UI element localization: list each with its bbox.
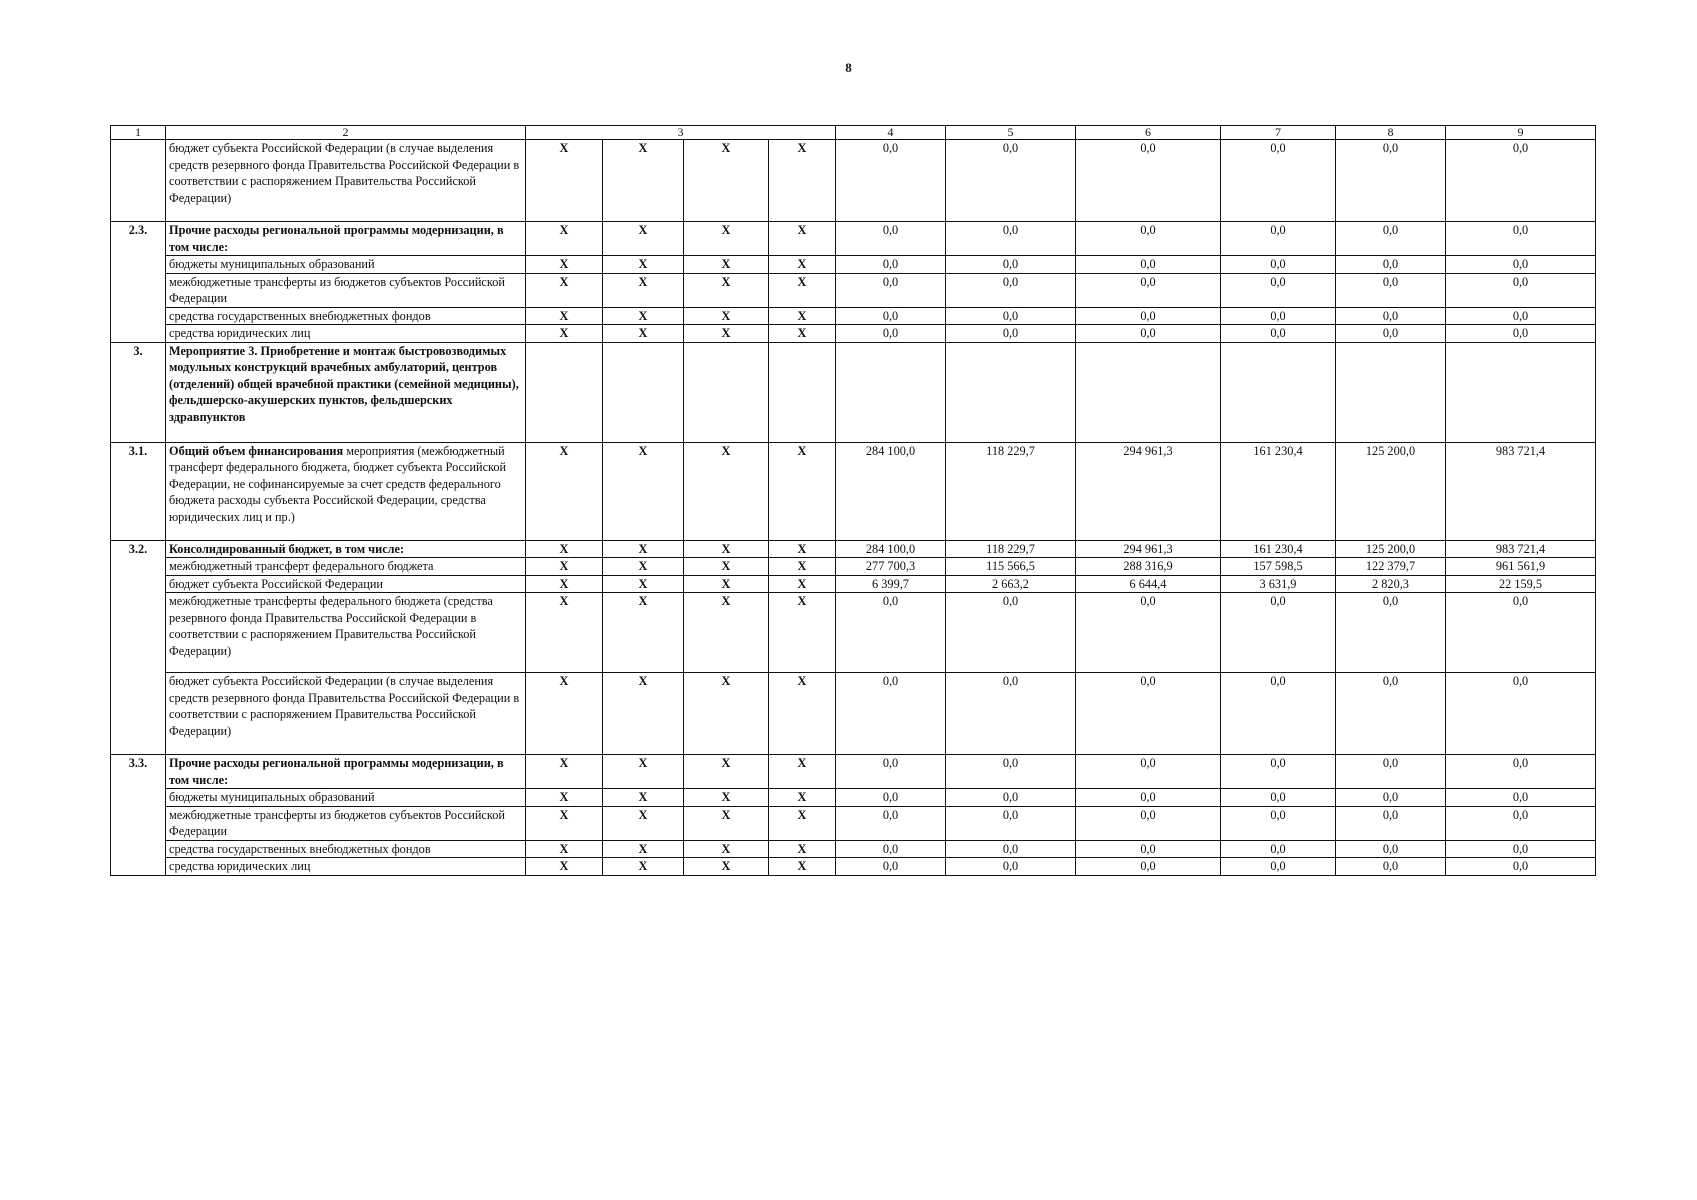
header-col-6: 6	[1076, 126, 1221, 140]
row-label	[166, 325, 526, 343]
x-mark-cell: X	[526, 442, 603, 540]
value-cell-4: 0,0	[836, 222, 946, 256]
x-mark-cell: X	[769, 593, 836, 673]
value-cell-4: 0,0	[836, 325, 946, 343]
value-cell-9: 0,0	[1446, 256, 1596, 274]
empty-cell	[836, 342, 946, 442]
empty-cell	[1076, 342, 1221, 442]
value-cell-8: 0,0	[1336, 673, 1446, 755]
x-mark-cell: X	[769, 673, 836, 755]
value-cell-7: 0,0	[1221, 806, 1336, 840]
value-cell-5: 0,0	[946, 789, 1076, 807]
empty-cell	[1446, 342, 1596, 442]
value-cell-9: 0,0	[1446, 307, 1596, 325]
value-cell-6: 0,0	[1076, 673, 1221, 755]
header-col-2: 2	[166, 126, 526, 140]
table-row	[111, 858, 1596, 876]
x-mark-cell: X	[769, 140, 836, 222]
empty-cell	[684, 342, 769, 442]
empty-cell	[1336, 342, 1446, 442]
x-mark-cell: X	[769, 858, 836, 876]
table-row	[111, 342, 1596, 442]
value-cell-6: 0,0	[1076, 593, 1221, 673]
x-mark-cell: X	[526, 140, 603, 222]
row-label	[166, 575, 526, 593]
row-label-text: средства государственных внебюджетных фондов	[169, 308, 431, 323]
x-mark-cell: X	[769, 307, 836, 325]
x-mark-cell: X	[684, 273, 769, 307]
value-cell-6: 0,0	[1076, 307, 1221, 325]
row-label-text: межбюджетные трансферты из бюджетов субъектов Российской Федерации	[169, 274, 505, 305]
value-cell-4: 0,0	[836, 256, 946, 274]
row-label	[166, 307, 526, 325]
x-mark-cell: X	[684, 222, 769, 256]
table-body	[111, 126, 1596, 876]
x-mark-cell: X	[526, 540, 603, 558]
value-cell-4: 284 100,0	[836, 442, 946, 540]
value-cell-6: 0,0	[1076, 840, 1221, 858]
value-cell-7: 0,0	[1221, 273, 1336, 307]
x-mark-cell: X	[526, 593, 603, 673]
x-mark-cell: X	[526, 307, 603, 325]
value-cell-9: 0,0	[1446, 789, 1596, 807]
x-mark-cell: X	[769, 256, 836, 274]
header-col-8: 8	[1336, 126, 1446, 140]
row-number: 2.3.	[111, 222, 166, 343]
x-mark-cell: X	[603, 442, 684, 540]
x-mark-cell: X	[603, 806, 684, 840]
financing-table	[110, 125, 1596, 876]
x-mark-cell: X	[526, 256, 603, 274]
value-cell-5: 0,0	[946, 256, 1076, 274]
row-label	[166, 858, 526, 876]
x-mark-cell: X	[769, 325, 836, 343]
x-mark-cell: X	[603, 858, 684, 876]
x-mark-cell: X	[684, 325, 769, 343]
row-label-bold: Общий объем финансирования	[169, 443, 344, 458]
x-mark-cell: X	[684, 256, 769, 274]
x-mark-cell: X	[684, 840, 769, 858]
value-cell-9: 983 721,4	[1446, 442, 1596, 540]
table-row	[111, 140, 1596, 222]
table-row	[111, 273, 1596, 307]
value-cell-7: 0,0	[1221, 140, 1336, 222]
x-mark-cell: X	[769, 755, 836, 789]
empty-cell	[603, 342, 684, 442]
row-label	[166, 806, 526, 840]
value-cell-5: 2 663,2	[946, 575, 1076, 593]
value-cell-8: 2 820,3	[1336, 575, 1446, 593]
table-row	[111, 593, 1596, 673]
x-mark-cell: X	[603, 273, 684, 307]
row-label-text: бюджеты муниципальных образований	[169, 790, 375, 804]
value-cell-8: 0,0	[1336, 256, 1446, 274]
row-label-text: межбюджетные трансферты из бюджетов субъектов Российской Федерации	[169, 807, 505, 838]
x-mark-cell: X	[603, 540, 684, 558]
value-cell-8: 0,0	[1336, 140, 1446, 222]
value-cell-5: 0,0	[946, 325, 1076, 343]
value-cell-8: 0,0	[1336, 222, 1446, 256]
value-cell-5: 0,0	[946, 307, 1076, 325]
row-label-text: средства юридических лиц	[169, 859, 311, 873]
header-col-7: 7	[1221, 126, 1336, 140]
x-mark-cell: X	[603, 256, 684, 274]
value-cell-9: 0,0	[1446, 325, 1596, 343]
value-cell-4: 0,0	[836, 789, 946, 807]
row-label	[166, 558, 526, 576]
x-mark-cell: X	[526, 325, 603, 343]
row-label-text: бюджет субъекта Российской Федерации	[169, 576, 383, 591]
value-cell-6: 0,0	[1076, 806, 1221, 840]
value-cell-7: 161 230,4	[1221, 442, 1336, 540]
value-cell-4: 0,0	[836, 307, 946, 325]
x-mark-cell: X	[526, 273, 603, 307]
row-label	[166, 673, 526, 755]
header-row	[111, 126, 1596, 140]
value-cell-8: 0,0	[1336, 273, 1446, 307]
value-cell-9: 0,0	[1446, 858, 1596, 876]
x-mark-cell: X	[684, 806, 769, 840]
value-cell-5: 118 229,7	[946, 442, 1076, 540]
value-cell-6: 0,0	[1076, 858, 1221, 876]
x-mark-cell: X	[526, 558, 603, 576]
header-col-3: 3	[526, 126, 836, 140]
x-mark-cell: X	[603, 307, 684, 325]
x-mark-cell: X	[684, 789, 769, 807]
value-cell-7: 157 598,5	[1221, 558, 1336, 576]
value-cell-4: 6 399,7	[836, 575, 946, 593]
value-cell-6: 0,0	[1076, 222, 1221, 256]
value-cell-5: 0,0	[946, 140, 1076, 222]
value-cell-6: 0,0	[1076, 256, 1221, 274]
value-cell-8: 125 200,0	[1336, 540, 1446, 558]
value-cell-9: 0,0	[1446, 806, 1596, 840]
table-row	[111, 840, 1596, 858]
x-mark-cell: X	[603, 593, 684, 673]
value-cell-7: 0,0	[1221, 673, 1336, 755]
value-cell-5: 0,0	[946, 593, 1076, 673]
value-cell-6: 0,0	[1076, 789, 1221, 807]
value-cell-6: 6 644,4	[1076, 575, 1221, 593]
x-mark-cell: X	[684, 307, 769, 325]
value-cell-6: 0,0	[1076, 273, 1221, 307]
table-row	[111, 789, 1596, 807]
value-cell-8: 0,0	[1336, 858, 1446, 876]
row-label	[166, 593, 526, 673]
row-number: 3.	[111, 342, 166, 442]
value-cell-8: 0,0	[1336, 593, 1446, 673]
value-cell-9: 0,0	[1446, 673, 1596, 755]
x-mark-cell: X	[603, 140, 684, 222]
x-mark-cell: X	[603, 673, 684, 755]
row-label-text: Прочие расходы региональной программы модернизации, в том числе:	[169, 223, 504, 254]
value-cell-6: 0,0	[1076, 325, 1221, 343]
value-cell-9: 983 721,4	[1446, 540, 1596, 558]
value-cell-7: 0,0	[1221, 858, 1336, 876]
value-cell-7: 0,0	[1221, 593, 1336, 673]
value-cell-7: 0,0	[1221, 755, 1336, 789]
row-label	[166, 222, 526, 256]
x-mark-cell: X	[684, 755, 769, 789]
x-mark-cell: X	[769, 273, 836, 307]
value-cell-6: 0,0	[1076, 140, 1221, 222]
value-cell-5: 0,0	[946, 806, 1076, 840]
value-cell-6: 288 316,9	[1076, 558, 1221, 576]
value-cell-5: 0,0	[946, 840, 1076, 858]
value-cell-9: 0,0	[1446, 273, 1596, 307]
value-cell-7: 3 631,9	[1221, 575, 1336, 593]
value-cell-5: 115 566,5	[946, 558, 1076, 576]
value-cell-6: 294 961,3	[1076, 540, 1221, 558]
row-label-text: бюджеты муниципальных образований	[169, 257, 375, 271]
x-mark-cell: X	[684, 575, 769, 593]
x-mark-cell: X	[526, 789, 603, 807]
value-cell-4: 0,0	[836, 755, 946, 789]
row-label	[166, 140, 526, 222]
value-cell-7: 0,0	[1221, 325, 1336, 343]
value-cell-5: 0,0	[946, 755, 1076, 789]
x-mark-cell: X	[603, 840, 684, 858]
row-label-text: Мероприятие 3. Приобретение и монтаж быстровозводимых модульных конструкций врачебных амбулаторий, центров (отделений) общей врачебной практики (семейной медицины), фельдшерско-акушерских пунктов, фельдшерских здравпунктов	[169, 343, 519, 424]
row-label-text: мероприятия (межбюджетный трансферт федерального бюджета, бюджет субъекта Российской Федерации, не софинансируемые за счет средств федерального бюджета расходы субъекта Российской Федерации, средства юридических лиц и пр.)	[169, 443, 507, 524]
value-cell-9: 0,0	[1446, 222, 1596, 256]
value-cell-6: 294 961,3	[1076, 442, 1221, 540]
x-mark-cell: X	[603, 789, 684, 807]
value-cell-9: 0,0	[1446, 140, 1596, 222]
value-cell-7: 0,0	[1221, 222, 1336, 256]
table-row	[111, 307, 1596, 325]
x-mark-cell: X	[526, 806, 603, 840]
value-cell-9: 0,0	[1446, 840, 1596, 858]
row-label-text: средства юридических лиц	[169, 326, 311, 340]
value-cell-8: 125 200,0	[1336, 442, 1446, 540]
value-cell-5: 0,0	[946, 673, 1076, 755]
table-row	[111, 575, 1596, 593]
row-label	[166, 442, 526, 540]
row-label-text: Консолидированный бюджет, в том числе:	[169, 541, 405, 556]
value-cell-7: 0,0	[1221, 256, 1336, 274]
x-mark-cell: X	[684, 673, 769, 755]
value-cell-9: 0,0	[1446, 593, 1596, 673]
row-number: 3.1.	[111, 442, 166, 540]
x-mark-cell: X	[603, 222, 684, 256]
row-label	[166, 256, 526, 274]
x-mark-cell: X	[769, 222, 836, 256]
value-cell-7: 0,0	[1221, 789, 1336, 807]
x-mark-cell: X	[526, 755, 603, 789]
x-mark-cell: X	[769, 806, 836, 840]
value-cell-8: 0,0	[1336, 789, 1446, 807]
value-cell-4: 277 700,3	[836, 558, 946, 576]
value-cell-9: 961 561,9	[1446, 558, 1596, 576]
table-row	[111, 222, 1596, 256]
x-mark-cell: X	[526, 222, 603, 256]
row-label	[166, 840, 526, 858]
x-mark-cell: X	[684, 540, 769, 558]
header-col-9: 9	[1446, 126, 1596, 140]
value-cell-4: 0,0	[836, 140, 946, 222]
x-mark-cell: X	[769, 540, 836, 558]
value-cell-7: 0,0	[1221, 307, 1336, 325]
value-cell-9: 0,0	[1446, 755, 1596, 789]
row-label	[166, 342, 526, 442]
row-label	[166, 755, 526, 789]
x-mark-cell: X	[769, 442, 836, 540]
row-label	[166, 540, 526, 558]
x-mark-cell: X	[684, 140, 769, 222]
row-label-text: Прочие расходы региональной программы модернизации, в том числе:	[169, 756, 504, 787]
row-label	[166, 789, 526, 807]
empty-cell	[769, 342, 836, 442]
header-col-5: 5	[946, 126, 1076, 140]
value-cell-5: 118 229,7	[946, 540, 1076, 558]
x-mark-cell: X	[769, 575, 836, 593]
page-number: 8	[845, 60, 852, 75]
row-number	[111, 140, 166, 222]
x-mark-cell: X	[769, 840, 836, 858]
row-label-text: бюджет субъекта Российской Федерации (в случае выделения средств резервного фонда Правительства Российской Федерации в соответствии с распоряжением Правительства Российской Федерации)	[169, 674, 520, 738]
x-mark-cell: X	[769, 789, 836, 807]
value-cell-4: 0,0	[836, 840, 946, 858]
value-cell-8: 0,0	[1336, 806, 1446, 840]
x-mark-cell: X	[684, 442, 769, 540]
header-col-4: 4	[836, 126, 946, 140]
empty-cell	[1221, 342, 1336, 442]
value-cell-8: 0,0	[1336, 840, 1446, 858]
table-row	[111, 256, 1596, 274]
row-label-text: межбюджетный трансферт федерального бюджета	[169, 559, 434, 573]
x-mark-cell: X	[684, 593, 769, 673]
x-mark-cell: X	[526, 858, 603, 876]
table-row	[111, 755, 1596, 789]
table-row	[111, 806, 1596, 840]
x-mark-cell: X	[603, 558, 684, 576]
value-cell-9: 22 159,5	[1446, 575, 1596, 593]
x-mark-cell: X	[603, 575, 684, 593]
value-cell-4: 284 100,0	[836, 540, 946, 558]
value-cell-6: 0,0	[1076, 755, 1221, 789]
value-cell-4: 0,0	[836, 858, 946, 876]
value-cell-5: 0,0	[946, 222, 1076, 256]
x-mark-cell: X	[769, 558, 836, 576]
value-cell-7: 0,0	[1221, 840, 1336, 858]
table-row	[111, 442, 1596, 540]
value-cell-4: 0,0	[836, 273, 946, 307]
x-mark-cell: X	[526, 673, 603, 755]
value-cell-8: 0,0	[1336, 755, 1446, 789]
value-cell-8: 0,0	[1336, 325, 1446, 343]
empty-cell	[526, 342, 603, 442]
value-cell-4: 0,0	[836, 593, 946, 673]
row-label-text: средства государственных внебюджетных фондов	[169, 841, 431, 856]
value-cell-8: 122 379,7	[1336, 558, 1446, 576]
value-cell-4: 0,0	[836, 673, 946, 755]
row-label	[166, 273, 526, 307]
value-cell-5: 0,0	[946, 858, 1076, 876]
table-row	[111, 558, 1596, 576]
value-cell-8: 0,0	[1336, 307, 1446, 325]
table-row	[111, 325, 1596, 343]
x-mark-cell: X	[526, 840, 603, 858]
row-number: 3.2.	[111, 540, 166, 755]
row-label-text: бюджет субъекта Российской Федерации (в случае выделения средств резервного фонда Правительства Российской Федерации в соответствии с распоряжением Правительства Российской Федерации)	[169, 141, 520, 205]
row-label-text: межбюджетные трансферты федерального бюджета (средства резервного фонда Правительства Российской Федерации в соответствии с распоряжением Правительства Российской Федерации)	[169, 594, 493, 658]
value-cell-5: 0,0	[946, 273, 1076, 307]
x-mark-cell: X	[684, 858, 769, 876]
value-cell-7: 161 230,4	[1221, 540, 1336, 558]
table-row	[111, 540, 1596, 558]
empty-cell	[946, 342, 1076, 442]
value-cell-4: 0,0	[836, 806, 946, 840]
header-col-1: 1	[111, 126, 166, 140]
x-mark-cell: X	[684, 558, 769, 576]
x-mark-cell: X	[603, 755, 684, 789]
x-mark-cell: X	[526, 575, 603, 593]
row-number: 3.3.	[111, 755, 166, 876]
table-row	[111, 673, 1596, 755]
x-mark-cell: X	[603, 325, 684, 343]
